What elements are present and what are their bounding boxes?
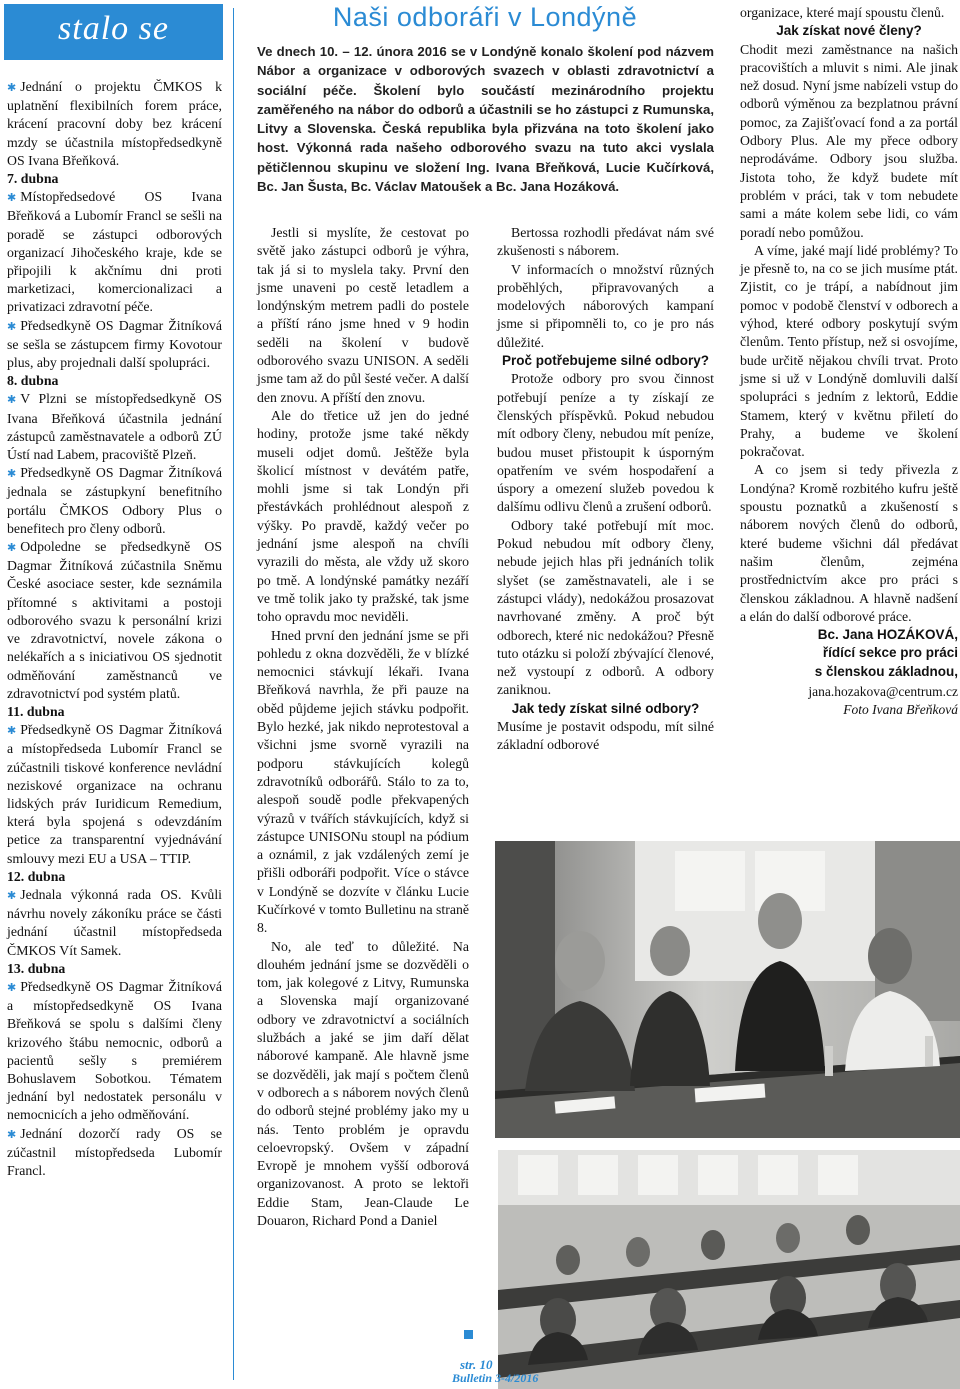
news-item-text: Místopředsedové OS Ivana Břeňková a Lubomír Francl se sešli na poradě se zástupci odborových organizací Jihočeského kraje, kde se připojili k akčnímu dni proti marketizaci, komercionalizaci a privatizaci zdravotní péče. (7, 189, 222, 315)
news-date: 7. dubna (7, 171, 59, 187)
article-column-3 (740, 4, 958, 720)
news-item (7, 390, 222, 464)
rubric-banner (4, 4, 223, 60)
subheading: Jak tedy získat silné odbory? (511, 700, 700, 716)
news-item-text: Předsedkyně OS Dagmar Žitníková jednala se zástupkyní benefitního portálu ČMKOS Odbory Plus o benefitech pro členy odborů. (7, 465, 222, 536)
article-paragraph: Musíme je postavit odspodu, mít silné základní odborové (497, 719, 714, 753)
article-lead: Ve dnech 10. – 12. února 2016 se v Londýně konalo školení pod názvem Nábor a organizace v odborových svazech v oblasti zdravotnictví a sociální péče. Školení bylo součástí mezinárodního projektu zaměřeného na nábor do odborů a účastnili se ho zástupci z Rumunska, Litvy a Slovenska. Česká republika byla přizvána na toto školení jako host. Výkonná rada našeho odborového svazu na tuto akci vyslala pětičlennou skupinu ve složení Ing. Ivana Břeňková, Lucie Kučírková, Bc. Jan Šusta, Bc. Václav Matoušek a Bc. Jana Hozáková. (257, 44, 714, 195)
news-item (7, 721, 222, 868)
news-item-text: Jednání dozorčí rady OS se zúčastnil místopředseda Lubomír Francl. (7, 1125, 222, 1178)
bullet-star-icon: ✱ (7, 542, 17, 555)
article-paragraph: A víme, jaké mají lidé problémy? To je přesně to, na co se jich musíme ptát. Zjistit, co je trápí, a nabídnout jim pomoc v podobě členství v odborech a výhod, které odbory poskytují svým členům. Tento přístup, než si osvojíme, bude určitě nějakou chvíli trvat. Proto jsme si už v Londýně domluvili další spolupráci s jedním z lektorů, Eddie Stamem, který v květnu přiletí do Prahy, a budeme ve školení pokračovat. (740, 242, 958, 460)
bullet-star-icon: ✱ (7, 981, 17, 994)
news-item-text: Jednání o projektu ČMKOS k uplatnění flexibilních forem práce, krácení pracovní doby bez krácení mzdy se účastnila místopředsedkyně OS Ivana Břeňková. (7, 79, 222, 168)
news-item (7, 188, 222, 316)
article-end-mark (464, 1330, 473, 1339)
news-item-text: Odpoledne se předsedkyně OS Dagmar Žitníková zúčastnila Sněmu České asociace sester, kde seznámila přítomné s aktivitami a postoji odborového svazu k personální krizi ve zdravotnictví, novele zákona o nelékařích a s iniciativou OS sjednotit odměňování zaměstnanců ve zdravotnictví pod systém platů. (7, 539, 222, 701)
news-date: 8. dubna (7, 373, 59, 389)
rubric-title: stalo se (58, 10, 169, 47)
article-paragraph: Hned první den jednání jsme se při pohledu z okna dozvěděli, že v blízké nemocnici stávkují lékaři. Ivana Břeňková navrhla, že při pauze na oběd půjdeme jejich stávku podpořit. Bylo hezké, jak nikdo neprotestoval a všichni jsme svorně vyrazili na podporu stávkujících kolegů zdravotníků odborářů. Stálo to za to, alespoň soudě podle překvapených výrazů v tvářích stávkujících, když si zástupce UNISONu stoupl na pódium a oznámil, z jak vzdálených zemí je přišli odboráři podpořit. Více o stávce v Londýně se dozvíte v článku Lucie Kučírkové v tomto Bulletinu na straně 8. (257, 627, 469, 936)
news-item-text: Jednala výkonná rada OS. Kvůli návrhu novely zákoníku práce se části jednání účastnil místopředseda ČMKOS Vít Samek. (7, 886, 222, 958)
author-name: Bc. Jana HOZÁKOVÁ, (817, 627, 958, 643)
bullet-star-icon: ✱ (7, 468, 17, 481)
article-paragraph: Protože odbory pro svou činnost potřebují peníze a ty získají ze členských příspěvků. Pokud nebudou mít odbory členy, nebudou mít peníze, budou muset přistoupit k úsporným opatřením ve svém hospodaření a úspory a omezení služeb povedou k dalšímu odlivu členů a zrušení odborů. (497, 371, 714, 515)
news-item (7, 1125, 222, 1181)
photo-credit: Foto Ivana Břeňková (843, 702, 958, 718)
article-column-3-text (740, 4, 958, 626)
news-item-text: V Plzni se místopředsedkyně OS Ivana Břeňková účastnila jednání zástupců zaměstnavatele a odborů ZÚ Ústí nad Labem, pracoviště Plzeň. (7, 391, 222, 463)
news-item (7, 78, 222, 170)
subheading: Proč potřebujeme silné odbory? (501, 353, 710, 369)
article-paragraph: Chodit mezi zaměstnance na našich pracovištích a mluvit s nimi. Ale jinak než dosud. Nyní jsme nabízeli vstup do odborů výměnou za bezplatnou právní pomoc, za Zajišťovací fond a za portál Odbory Plus. Ale my přece odbory neprodáváme. Odbory jsou služba. Jistota toho, že když budete mít problém v práci, tak v tom nebudete sami a máte kolem sebe lidi, co vám poradí nebo pomůžou. (740, 41, 958, 240)
bullet-star-icon: ✱ (7, 192, 17, 205)
bullet-star-icon: ✱ (7, 1128, 17, 1141)
article-paragraph: Jestli si myslíte, že cestovat po světě jako zástupci odborů je výhra, tak já si to myslela taky. První den jsme unaveni po cestě letadlem a londýnským metrem padli do postele a příští ráno jsme hned v 9 hodin seděli na školení v budově odborového svazu UNISON. A seděli jsme tam až do půl šesté večer. A další den znovu. A příští den znovu. (257, 225, 469, 405)
bullet-star-icon: ✱ (7, 889, 17, 902)
article-column-2 (497, 224, 714, 755)
photo-conference-room-image (498, 1150, 960, 1389)
article-column-1 (257, 224, 469, 1230)
article-title: Naši odboráři v Londýně (332, 2, 638, 32)
bullet-star-icon: ✱ (7, 82, 17, 94)
news-sidebar (0, 0, 232, 1389)
bullet-star-icon: ✱ (7, 394, 17, 407)
news-item (7, 538, 222, 703)
news-item (7, 886, 222, 960)
page-number: str. 10 (460, 1357, 493, 1372)
news-item (7, 978, 222, 1125)
news-date: 12. dubna (7, 868, 66, 884)
article-paragraph: Ale do třetice už jen do jedné hodiny, protože jsme také někdy museli odjet domů. Ještěže byla školicí místnost v devátém patře, mohli jsme si tak Londýn při přestávkách prohlédnout alespoň z výšky. Po pravdě, každý večer po jednání jsme alespoň na chvíli vyrazili do města, ale vždy už skoro po tmě. A londýnské památky nezáří ve tmě tolik jako ty pražské, tak jsme toho opravdu moc neviděli. (257, 407, 469, 625)
author-role-1: řídící sekce pro práci (822, 645, 958, 661)
news-item-text: Předsedkyně OS Dagmar Žitníková a místopředsedkyně OS Ivana Břeňková se spolu s dalšími členy krizového štábu nemocnic, odborů a pacientů sešly s premiérem Bohuslavem Sobotkou. Tématem jednání byl nedostatek personálu v nemocnicích a jeho odměňování. (7, 978, 222, 1123)
photo-meeting-table-image (495, 841, 960, 1138)
article-paragraph: No, ale teď to důležité. Na dlouhém jednání jsme se dozvěděli o tom, jak kolegové z Litvy, Rumunska a Slovenska mají organizované odbory ve zdravotnictví a sociálních službách a jaké se jim daří dělat náborové kampaně. Ale hlavně jsme se dozvěděli, jak mají s počtem členů v odborech a s náborem nových členů do odborů stejné problémy jako my u nás. Tento problém je opravdu celoevropský. Ovšem v západní Evropě je mnohem vyšší odborová organizovanost. A proto se lektoři Eddie Stam, Jean-Claude Le Douaron, Richard Pond a Daniel (257, 938, 469, 1229)
article-paragraph: Bertossa rozhodli předávat nám své zkušenosti s náborem. (497, 225, 714, 259)
subheading: Jak získat nové členy? (776, 23, 922, 39)
article-paragraph: organizace, které mají spoustu členů. (740, 5, 945, 20)
news-item (7, 317, 222, 373)
news-item (7, 464, 222, 538)
bullet-star-icon: ✱ (7, 320, 17, 333)
article-paragraph: Odbory také potřebují mít moc. Pokud nebudou mít odbory členy, nebude jejich hlas při jednáních tolik slyšet (se zaměstnavateli, ale i se zástupci vlády), nedokážou prosazovat navrhované změny. A proč být odborech, které nic nedokážou? Přesně tuto otázku si položí zbývající členové, než vystoupí z odborů. A odbory zaniknou. (497, 517, 714, 698)
news-date: 11. dubna (7, 703, 65, 719)
news-list (7, 78, 222, 1180)
author-signature (740, 626, 958, 681)
bulletin-issue: Bulletin 3-4/2016 (452, 1371, 539, 1385)
bullet-star-icon: ✱ (7, 725, 17, 738)
author-email: jana.hozakova@centrum.cz (808, 683, 958, 699)
column-divider (233, 8, 234, 1380)
article-paragraph: A co jsem si tedy přivezla z Londýna? Kromě rozbitého kufru ještě spoustu poznatků a zkušeností s náborem nových členů do odborů, které budeme všichni dál předávat našim členům, zejména prostřednictvím akce pro práci s členskou základnou. A hlavně nadšení a elán do další odborové práce. (740, 462, 958, 624)
photo-meeting-table (495, 841, 960, 1138)
news-item-text: Předsedkyně OS Dagmar Žitníková se sešla se zástupcem firmy Kovotour plus, aby projednali další spolupráci. (7, 317, 222, 371)
photo-conference-room (498, 1150, 960, 1389)
news-date: 13. dubna (7, 960, 66, 976)
news-item-text: Předsedkyně OS Dagmar Žitníková a místopředseda Lubomír Francl se zúčastnili tiskové konference nevládní neziskové organizace na ochranu lidských práv Iuridicum Remedium, která byla spojená s odevzdáním petice za transparentní vyjednávání smlouvy mezi EU a USA – TTIP. (7, 722, 222, 866)
article-paragraph: V informacích o množství různých proběhlých, připravovaných a modelových náborových kampaní jsme si připomněli to, co je pro nás důležité. (497, 261, 714, 350)
author-role-2: s členskou základnou, (814, 663, 958, 679)
